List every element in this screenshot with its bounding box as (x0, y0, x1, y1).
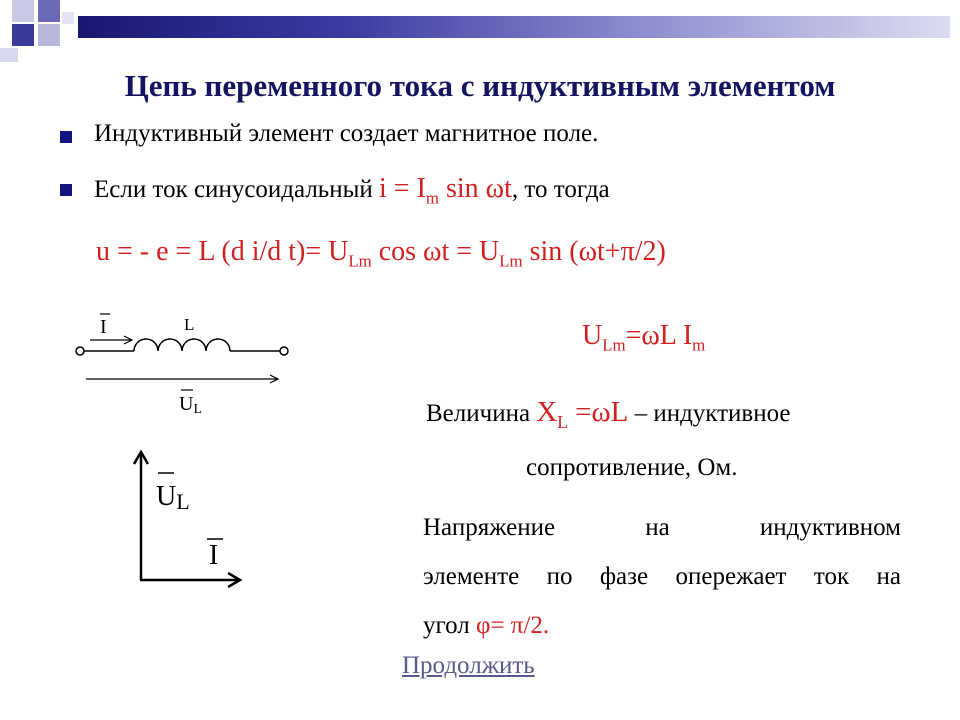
continue-link[interactable]: Продолжить (402, 652, 535, 679)
phasor-current-label: I (209, 540, 219, 571)
phasor-diagram (110, 440, 260, 600)
phase-text-line-2: элементе по фазе опережает ток на (423, 563, 901, 590)
circuit-voltage-label: UL (179, 393, 203, 417)
amplitude-formula: $U_{Lm}=\omega L$ $I_m$ (582, 320, 706, 355)
reactance-line-1: Величина $X_L =\omega L$ – индуктивное (426, 396, 791, 432)
bullet-text-2 (94, 173, 610, 209)
header-bar (78, 16, 950, 38)
phasor-voltage-label: UL (156, 481, 190, 514)
voltage-formula: u = - e = L (d i/d $t)= U_{Lm}$ $\cos \omega t = U_{Lm}$ sin (ωt+π/2) (96, 236, 666, 271)
bullet-2-prefix: Если ток синусоидальный (94, 176, 380, 203)
reactance-formula: $X_L =\omega L$ (536, 396, 629, 432)
bullet-text-1: Индуктивный элемент создает магнитное поле. (94, 120, 599, 147)
circuit-current-label: I (100, 316, 107, 338)
reactance-line-2: сопротивление, Ом. (526, 454, 738, 481)
phase-text-line-3: угол φ= π/2. (423, 612, 550, 639)
phase-text-line-1: Напряжение на индуктивном (423, 514, 901, 541)
circuit-inductor-label: L (184, 315, 195, 334)
bullet-marker (60, 184, 72, 196)
inductor-circuit-diagram (60, 300, 320, 430)
current-formula: $i = I_m$ sin ωt (379, 173, 512, 208)
bullet-marker (60, 131, 72, 143)
slide-title: Цепь переменного тока с индуктивным элементом (124, 68, 836, 103)
phase-angle: φ= π/2. (476, 612, 550, 639)
bullet-2-suffix: , то тогда (511, 176, 610, 203)
